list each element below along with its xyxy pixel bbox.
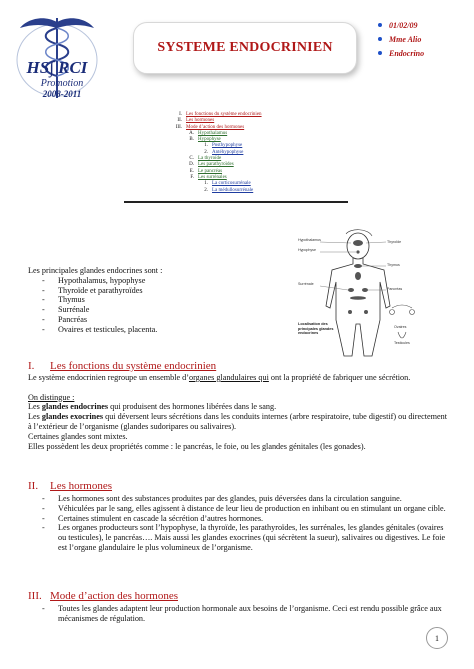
table-of-contents bbox=[170, 112, 320, 194]
svg-text:Testicules: Testicules bbox=[394, 341, 410, 345]
list-item: - Pancréas bbox=[42, 314, 88, 324]
header-meta bbox=[378, 18, 468, 60]
toc-item[interactable]: II. Les hormones bbox=[177, 118, 215, 124]
toc-item[interactable]: 2. Antéhypophyse bbox=[204, 149, 244, 155]
paragraph: Le système endocrinien regroupe un ensemble d’organes glandulaires qui ont la propriété de fabriquer une sécrétion. bbox=[28, 373, 411, 382]
intro-lead: Les principales glandes endocrines sont : bbox=[28, 266, 163, 275]
section-1-body bbox=[28, 373, 448, 451]
divider bbox=[124, 201, 348, 203]
diagram-caption: Localisation des principales glandes endocrines bbox=[298, 322, 334, 335]
svg-text:Surrénale: Surrénale bbox=[298, 282, 314, 286]
meta-subject: Endocrino bbox=[378, 46, 468, 60]
section-2-list bbox=[28, 494, 448, 553]
list-item: - Les hormones sont des substances produites par des glandes, puis déversées dans la circulation sanguine. bbox=[42, 494, 402, 503]
toc-item[interactable]: F. Les surrénales bbox=[190, 174, 227, 180]
list-item: - Les organes producteurs sont l’hypophyse, la thyroïde, les parathyroïdes, les surrénales, les glandes génitales (ovaires ou testicules), le pancréas…. Mais aussi les glandes exocrines (qui sécrètent la sueur), salivaires ou digestives. Le foie est l’organe glandulaire le plus volumineux de l’organisme. bbox=[42, 523, 446, 552]
list-item: - Thymus bbox=[42, 295, 85, 305]
list-item: - Surrénale bbox=[42, 305, 90, 315]
paragraph: Les glandes exocrines qui déversent leurs sécrétions dans les conduits internes (arbre respiratoire, tube digestif) ou directement à l’extérieur de l’organisme (glandes sudoripares ou salivaires). bbox=[28, 412, 448, 431]
toc-item[interactable]: 2. La médullosurrénale bbox=[204, 187, 254, 193]
svg-text:Promotion: Promotion bbox=[40, 78, 84, 89]
toc-item[interactable]: E. Le pancréas bbox=[189, 168, 223, 174]
list-item: - Véhiculées par le sang, elles agissent à distance de leur lieu de production en inhibant ou en stimulant un organe cible. bbox=[42, 503, 446, 513]
endocrine-glands-diagram bbox=[296, 228, 420, 358]
list-item: - Thyroïde et parathyroïdes bbox=[42, 285, 143, 295]
toc-item[interactable]: 1. Posthypophyse bbox=[204, 143, 243, 149]
svg-text:Ovaires: Ovaires bbox=[394, 325, 407, 329]
list-item: - Ovaires et testicules, placenta. bbox=[42, 324, 158, 334]
toc-item[interactable]: I. Les fonctions du système endocrinien bbox=[179, 112, 262, 117]
toc-item[interactable]: 1. La corticosurrénale bbox=[204, 181, 251, 187]
toc-item[interactable]: D. Les parathyroïdes bbox=[189, 162, 234, 168]
page-title: SYSTEME ENDOCRINIEN bbox=[157, 40, 333, 55]
title-box bbox=[133, 22, 357, 74]
subheading: On distingue : bbox=[28, 392, 75, 402]
meta-date: 01/02/09 bbox=[378, 18, 468, 32]
school-logo bbox=[12, 10, 102, 102]
page-number: 1 bbox=[426, 627, 448, 649]
meta-author: Mme Alio bbox=[378, 32, 468, 46]
list-item: - Certaines stimulent en cascade la sécrétion d’autres hormones. bbox=[42, 513, 264, 523]
toc-item[interactable]: A. Hypothalamus bbox=[189, 130, 228, 136]
section-heading-2: II. Les hormones bbox=[28, 480, 113, 492]
section-heading-3: III. Mode d’action des hormones bbox=[28, 590, 178, 602]
paragraph: Elles possèdent les deux propriétés comme : le pancréas, le foie, ou les glandes génitales (les gonades). bbox=[28, 441, 366, 451]
svg-text:Hypophyse: Hypophyse bbox=[298, 248, 316, 252]
svg-text:Hypothalamus: Hypothalamus bbox=[298, 238, 321, 242]
section-3-list bbox=[28, 604, 448, 624]
bullet-icon bbox=[378, 51, 382, 55]
bullet-icon bbox=[378, 37, 382, 41]
svg-text:HS∫ RCI: HS∫ RCI bbox=[26, 58, 88, 77]
toc-item[interactable]: C. La thyroïde bbox=[189, 156, 222, 162]
bullet-icon bbox=[378, 23, 382, 27]
svg-text:Pancréas: Pancréas bbox=[387, 287, 403, 291]
toc-item[interactable]: III. Mode d’action des hormones bbox=[175, 124, 245, 130]
svg-text:Thymus: Thymus bbox=[387, 263, 400, 267]
list-item: - Hypothalamus, hypophyse bbox=[42, 275, 146, 285]
svg-text:2008-2011: 2008-2011 bbox=[42, 89, 82, 99]
section-heading-1: I. Les fonctions du système endocrinien bbox=[28, 360, 217, 372]
glands-intro bbox=[28, 266, 288, 335]
list-item: - Toutes les glandes adaptent leur production hormonale aux besoins de l’organisme. Ceci est rendu possible grâce aux mécanismes de régulation. bbox=[42, 604, 442, 623]
paragraph: Certaines glandes sont mixtes. bbox=[28, 431, 128, 441]
svg-text:Thyroïde: Thyroïde bbox=[387, 240, 402, 244]
toc-item[interactable]: B. Hypophyse bbox=[189, 137, 221, 143]
paragraph: Les glandes endocrines qui produisent des hormones libérées dans le sang. bbox=[28, 402, 277, 412]
